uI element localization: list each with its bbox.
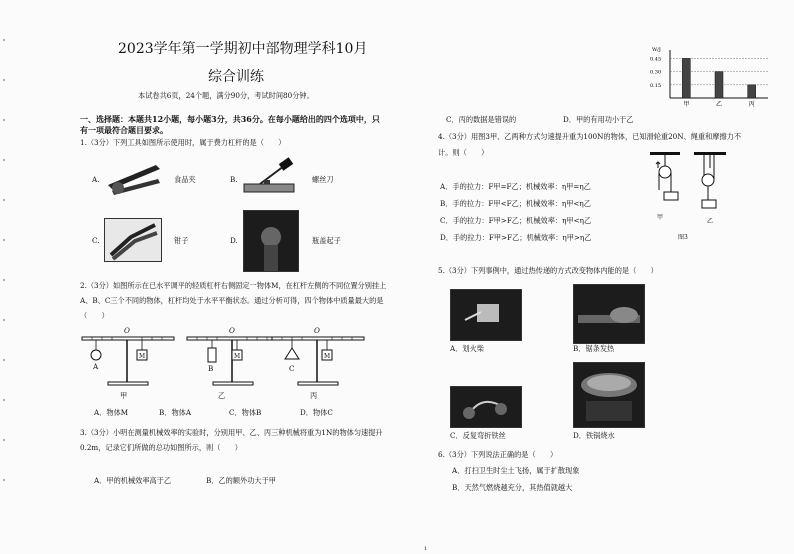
lever-figure-bing [270,326,370,396]
lever-o-label-yi: O [229,326,235,335]
bottle-opener-image [243,210,299,272]
exam-note: 本试卷共6页，24个题，满分90分，考试时间80分钟。 [138,91,314,100]
q2-option-a: A．物体M [94,408,129,417]
q4-option-b: B．手的拉力：F甲<F乙；机械效率：η甲<η乙 [440,199,591,208]
q4-option-c: C．手的拉力：F甲>F乙；机械效率：η甲<η乙 [440,216,592,225]
lever-caption-jia: 甲 [120,391,128,400]
q2-stem-2: A、B、C三个不同的物体，杠杆均处于水平平衡状态。通过分析可得，四个物体中质量最大的是 [80,296,384,305]
lever-o-label-bing: O [314,326,320,335]
pliers-image [104,218,162,262]
q1-option-d-label: 瓶盖起子 [312,236,341,245]
q3-option-d: D．甲的有用功小于乙 [563,115,634,124]
lever-figure-jia [80,326,180,396]
q6-stem: 6.（3分）下列说法正确的是（ ） [438,450,558,459]
y-tick-label: 0.45 [650,56,662,63]
section-heading-1: 一、选择题：本题共12小题，每小题3分，共36分。在每小题给出的四个选项中，只 [80,114,380,124]
match-striking-image [450,289,522,341]
q3-option-a: A．甲的机械效率高于乙 [94,476,172,485]
y-axis-label: W/J [652,47,661,53]
q3-stem-2: 0.2m，记录它们所做的总功如图所示，则（ ） [80,443,242,452]
work-bar-chart [648,46,780,112]
q6-option-a: A．打扫卫生时尘土飞扬，属于扩散现象 [452,466,580,475]
q5-option-c: C．反复弯折铁丝 [450,431,506,440]
bar [682,58,690,98]
q1-stem: 1.（3分）下列工具如图所示使用时，属于费力杠杆的是（ ） [80,138,286,147]
bending-wire-image [450,386,522,428]
q1-option-c-key: C. [92,236,100,245]
section-heading-2: 有一项最符合题目要求。 [80,125,168,135]
q5-stem: 5.（3分）下列事例中，通过热传递的方式改变物体内能的是（ ） [438,266,658,275]
q4-option-d: D．手的拉力：F甲>F乙；机械效率：η甲>η乙 [440,233,592,242]
q1-option-d-key: D. [230,236,238,245]
q4-stem-2: 计。则（ ） [438,148,489,157]
lever-b-label: B [208,364,214,373]
q3-option-b: B．乙的额外功大于甲 [206,476,276,485]
lever-m-label-yi: M [234,353,241,360]
q5-option-d: D．铁锅烧水 [573,431,615,440]
q2-stem-1: 2.（3分）如图所示在已水平调平的轻质杠杆右侧固定一物体M，在杠杆左侧的不同位置分别挂上 [80,281,387,290]
lever-m-label-jia: M [139,353,146,360]
q3-option-c: C．丙的数据是错误的 [446,115,517,124]
q2-stem-3: （ ） [80,311,109,320]
page-number: 1 [424,546,428,552]
q1-option-a-label: 食品夹 [174,175,196,184]
q3-stem-1: 3.（3分）小明在测量机械效率的实验时，分别用甲、乙、丙三种机械将重为1N的物体匀速提升 [80,428,383,437]
pulley-label-yi: 乙 [707,218,714,225]
y-tick-label: 0.15 [650,82,662,89]
sawing-image [573,284,645,344]
q5-option-b: B．锯条发热 [573,344,615,353]
q6-option-b: B．天然气燃烧越充分，其热值就越大 [452,483,573,492]
q1-option-c-label: 钳子 [174,236,189,245]
pulley-label-jia: 甲 [657,214,664,221]
lever-m-label-bing: M [324,353,331,360]
q2-option-b: B．物体A [159,408,192,417]
exam-subtitle: 综合训练 [208,69,264,85]
y-tick-label: 0.30 [650,69,662,76]
lever-c-label: C [289,364,295,373]
x-tick-label: 乙 [716,101,723,108]
lever-a-label: A [93,362,99,371]
binding-dots [0,0,10,553]
q4-stem-1: 4.（3分）用图3甲、乙两种方式匀速提升重为100N的物体，已知滑轮重20N、绳重和摩擦力不 [438,132,742,141]
exam-title: 2023学年第一学期初中部物理学科10月 [118,41,368,57]
pulley-caption: 图3 [678,234,688,241]
q1-option-a-key: A. [92,175,100,184]
q5-option-a: A．划火柴 [450,344,484,353]
x-tick-label: 甲 [683,101,690,108]
bar [715,72,723,98]
wok-boiling-image [573,362,645,428]
lever-caption-bing: 丙 [310,391,318,400]
q2-option-c: C．物体B [229,408,262,417]
q1-option-b-key: B. [230,175,238,184]
screwdriver-image [240,158,300,198]
q4-option-a: A．手的拉力：F甲=F乙；机械效率：η甲=η乙 [440,182,591,191]
lever-caption-yi: 乙 [218,391,226,400]
q2-option-d: D．物体C [300,408,333,417]
x-tick-label: 丙 [748,101,755,108]
q1-option-b-label: 螺丝刀 [312,175,334,184]
bar [748,85,756,98]
lever-o-label-jia: O [124,326,130,335]
food-tongs-image [104,155,164,200]
